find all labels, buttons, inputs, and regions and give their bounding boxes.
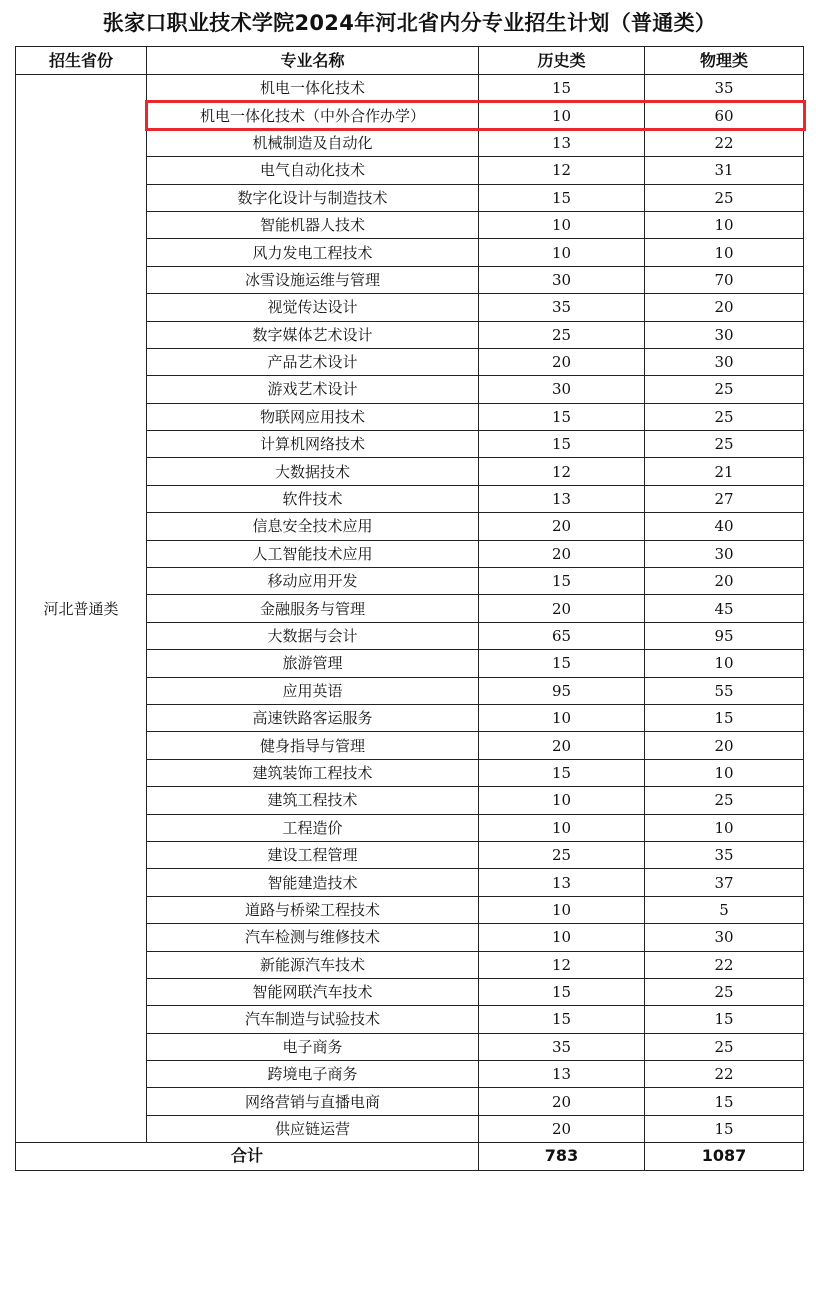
history-cell: 30	[479, 376, 645, 403]
history-cell: 12	[479, 157, 645, 184]
history-cell: 25	[479, 321, 645, 348]
major-cell: 计算机网络技术	[147, 431, 479, 458]
major-cell: 信息安全技术应用	[147, 513, 479, 540]
physics-cell: 25	[645, 184, 804, 211]
physics-cell: 60	[645, 102, 804, 129]
history-cell: 15	[479, 184, 645, 211]
physics-cell: 15	[645, 1115, 804, 1142]
major-cell: 视觉传达设计	[147, 294, 479, 321]
history-cell: 15	[479, 568, 645, 595]
major-cell: 电气自动化技术	[147, 157, 479, 184]
physics-cell: 20	[645, 294, 804, 321]
table-body	[16, 75, 804, 1143]
history-cell: 13	[479, 129, 645, 156]
history-cell: 15	[479, 431, 645, 458]
table-header-row	[16, 47, 804, 75]
history-cell: 65	[479, 622, 645, 649]
document-title: 张家口职业技术学院2024年河北省内分专业招生计划（普通类）	[102, 11, 717, 35]
history-cell: 10	[479, 814, 645, 841]
major-cell: 数字化设计与制造技术	[147, 184, 479, 211]
history-cell: 15	[479, 1006, 645, 1033]
physics-cell: 25	[645, 1033, 804, 1060]
major-cell: 旅游管理	[147, 650, 479, 677]
physics-cell: 25	[645, 376, 804, 403]
major-cell: 高速铁路客运服务	[147, 704, 479, 731]
major-cell: 跨境电子商务	[147, 1061, 479, 1088]
physics-cell: 25	[645, 978, 804, 1005]
header-history: 历史类	[479, 47, 645, 75]
major-cell: 数字媒体艺术设计	[147, 321, 479, 348]
history-cell: 10	[479, 239, 645, 266]
physics-cell: 15	[645, 704, 804, 731]
history-cell: 20	[479, 1088, 645, 1115]
physics-cell: 45	[645, 595, 804, 622]
physics-cell: 37	[645, 869, 804, 896]
major-cell: 产品艺术设计	[147, 348, 479, 375]
history-cell: 15	[479, 759, 645, 786]
physics-cell: 70	[645, 266, 804, 293]
major-cell: 机电一体化技术（中外合作办学）	[147, 102, 479, 129]
physics-cell: 10	[645, 650, 804, 677]
total-label: 合计	[16, 1143, 479, 1170]
physics-cell: 30	[645, 348, 804, 375]
major-cell: 大数据与会计	[147, 622, 479, 649]
major-cell: 物联网应用技术	[147, 403, 479, 430]
history-cell: 13	[479, 1061, 645, 1088]
header-province: 招生省份	[16, 47, 147, 75]
physics-cell: 20	[645, 732, 804, 759]
physics-cell: 10	[645, 239, 804, 266]
physics-cell: 30	[645, 540, 804, 567]
physics-cell: 27	[645, 485, 804, 512]
history-cell: 12	[479, 458, 645, 485]
history-cell: 10	[479, 787, 645, 814]
history-cell: 20	[479, 540, 645, 567]
header-physics: 物理类	[645, 47, 804, 75]
major-cell: 移动应用开发	[147, 568, 479, 595]
enrollment-plan-table	[15, 46, 804, 1171]
physics-cell: 10	[645, 211, 804, 238]
physics-cell: 35	[645, 841, 804, 868]
header-major: 专业名称	[147, 47, 479, 75]
physics-cell: 30	[645, 321, 804, 348]
physics-cell: 15	[645, 1088, 804, 1115]
major-cell: 道路与桥梁工程技术	[147, 896, 479, 923]
history-cell: 35	[479, 1033, 645, 1060]
physics-cell: 10	[645, 814, 804, 841]
history-cell: 30	[479, 266, 645, 293]
history-cell: 10	[479, 102, 645, 129]
physics-cell: 25	[645, 431, 804, 458]
history-cell: 20	[479, 732, 645, 759]
major-cell: 机械制造及自动化	[147, 129, 479, 156]
major-cell: 应用英语	[147, 677, 479, 704]
major-cell: 网络营销与直播电商	[147, 1088, 479, 1115]
physics-cell: 31	[645, 157, 804, 184]
physics-cell: 35	[645, 75, 804, 102]
total-row	[16, 1143, 804, 1170]
major-cell: 大数据技术	[147, 458, 479, 485]
major-cell: 汽车制造与试验技术	[147, 1006, 479, 1033]
major-cell: 智能建造技术	[147, 869, 479, 896]
major-cell: 电子商务	[147, 1033, 479, 1060]
history-cell: 10	[479, 211, 645, 238]
major-cell: 供应链运营	[147, 1115, 479, 1142]
physics-cell: 25	[645, 403, 804, 430]
province-cell: 河北普通类	[16, 75, 147, 1143]
history-cell: 95	[479, 677, 645, 704]
physics-cell: 22	[645, 951, 804, 978]
history-cell: 25	[479, 841, 645, 868]
history-cell: 20	[479, 348, 645, 375]
major-cell: 健身指导与管理	[147, 732, 479, 759]
total-history: 783	[479, 1143, 645, 1170]
history-cell: 13	[479, 485, 645, 512]
physics-cell: 95	[645, 622, 804, 649]
physics-cell: 20	[645, 568, 804, 595]
physics-cell: 15	[645, 1006, 804, 1033]
physics-cell: 21	[645, 458, 804, 485]
history-cell: 15	[479, 75, 645, 102]
history-cell: 15	[479, 650, 645, 677]
table-row	[16, 75, 804, 102]
physics-cell: 30	[645, 924, 804, 951]
major-cell: 智能网联汽车技术	[147, 978, 479, 1005]
major-cell: 新能源汽车技术	[147, 951, 479, 978]
major-cell: 工程造价	[147, 814, 479, 841]
major-cell: 建设工程管理	[147, 841, 479, 868]
history-cell: 20	[479, 1115, 645, 1142]
history-cell: 12	[479, 951, 645, 978]
physics-cell: 40	[645, 513, 804, 540]
history-cell: 10	[479, 704, 645, 731]
physics-cell: 22	[645, 1061, 804, 1088]
history-cell: 15	[479, 978, 645, 1005]
physics-cell: 25	[645, 787, 804, 814]
physics-cell: 10	[645, 759, 804, 786]
history-cell: 15	[479, 403, 645, 430]
major-cell: 机电一体化技术	[147, 75, 479, 102]
history-cell: 13	[479, 869, 645, 896]
major-cell: 游戏艺术设计	[147, 376, 479, 403]
history-cell: 10	[479, 896, 645, 923]
total-physics: 1087	[645, 1143, 804, 1170]
major-cell: 人工智能技术应用	[147, 540, 479, 567]
major-cell: 建筑工程技术	[147, 787, 479, 814]
major-cell: 金融服务与管理	[147, 595, 479, 622]
history-cell: 10	[479, 924, 645, 951]
history-cell: 20	[479, 595, 645, 622]
physics-cell: 22	[645, 129, 804, 156]
major-cell: 风力发电工程技术	[147, 239, 479, 266]
physics-cell: 55	[645, 677, 804, 704]
major-cell: 软件技术	[147, 485, 479, 512]
major-cell: 建筑装饰工程技术	[147, 759, 479, 786]
history-cell: 20	[479, 513, 645, 540]
major-cell: 汽车检测与维修技术	[147, 924, 479, 951]
major-cell: 冰雪设施运维与管理	[147, 266, 479, 293]
history-cell: 35	[479, 294, 645, 321]
physics-cell: 5	[645, 896, 804, 923]
major-cell: 智能机器人技术	[147, 211, 479, 238]
